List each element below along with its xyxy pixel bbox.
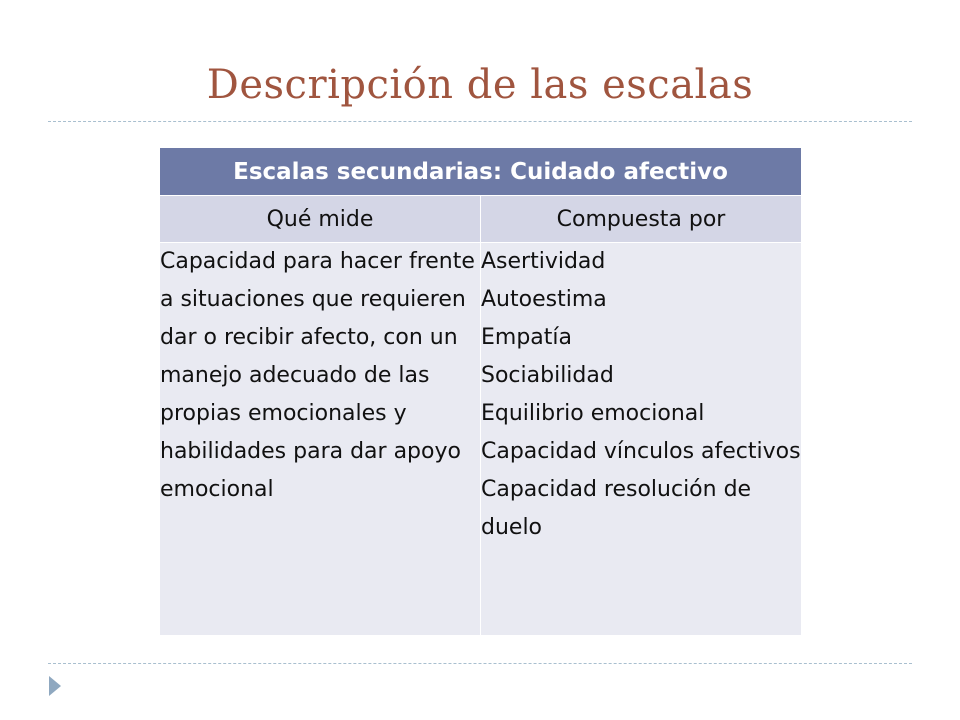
measures-cell: Capacidad para hacer frente a situaciones que requieren dar o recibir afecto, con un manejo adecuado de las propias emocionales y habilidades para dar apoyo emocional: [160, 243, 481, 636]
list-item: Capacidad resolución de duelo: [481, 477, 752, 540]
bottom-divider: [48, 663, 912, 664]
top-divider: [48, 121, 912, 122]
triangle-bullet-icon: [49, 676, 61, 696]
column-header-row: [160, 196, 802, 243]
list-item: Sociabilidad: [481, 363, 614, 388]
table-row: [160, 243, 802, 636]
list-item: Equilibrio emocional: [481, 401, 705, 426]
components-cell: [481, 243, 802, 636]
table-header: Escalas secundarias: Cuidado afectivo: [160, 148, 802, 196]
column-header-components: Compuesta por: [481, 196, 802, 243]
column-header-measures: Qué mide: [160, 196, 481, 243]
slide-title: Descripción de las escalas: [206, 62, 754, 108]
list-item: Empatía: [481, 325, 572, 350]
list-item: Asertividad: [481, 249, 606, 274]
list-item: Autoestima: [481, 287, 607, 312]
components-list: [481, 243, 801, 547]
table-header-row: [160, 148, 802, 196]
list-item: Capacidad vínculos afectivos: [481, 439, 801, 464]
scales-table: [159, 147, 802, 636]
